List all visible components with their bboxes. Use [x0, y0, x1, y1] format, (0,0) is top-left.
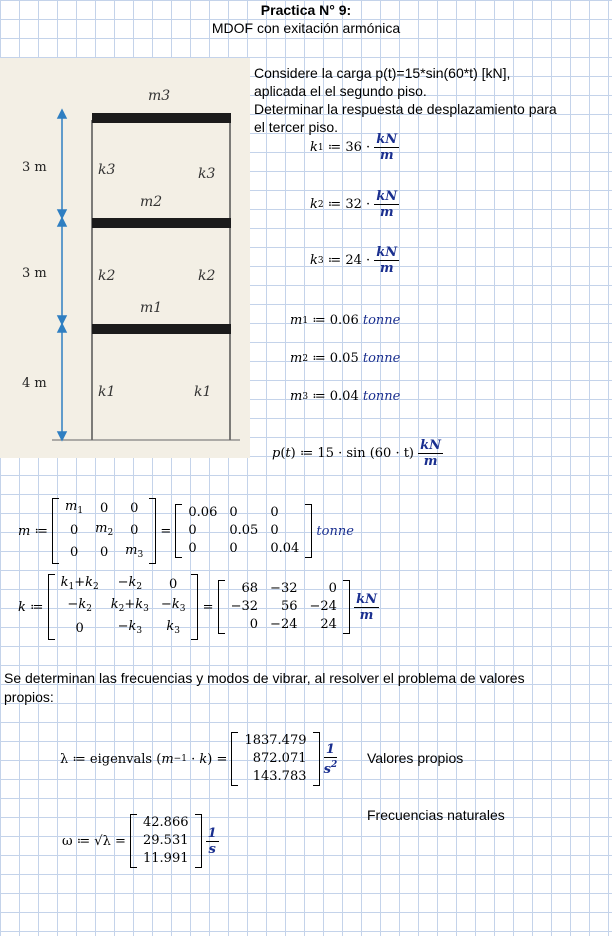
- eigenproblem-paragraph: [4, 669, 525, 707]
- matrix-row: [59, 542, 149, 564]
- matrix-cell: 0: [270, 505, 279, 520]
- definition-m2: m 2 ≔ 0.05 tonne: [290, 351, 401, 366]
- mass-matrix-symbolic: [52, 498, 156, 564]
- matrix-cell: 56: [280, 599, 298, 614]
- matrix-cell: $k_1+k_2$: [60, 575, 99, 592]
- slab-middle: [92, 218, 231, 228]
- matrix-cell: $-k_2$: [67, 597, 92, 614]
- vector-entry: 29.531: [143, 833, 189, 848]
- statement-line-4: el tercer piso.: [254, 119, 339, 135]
- matrix-row: [182, 522, 305, 540]
- mass-label-middle: m2: [140, 194, 163, 210]
- omega-equation: ω ≔ √λ = 42.866 29.531 11.991 $\frac{1}{s}$: [62, 815, 217, 866]
- matrix-cell: 0: [130, 501, 139, 516]
- matrix-cell: 24: [320, 617, 337, 632]
- matrix-cell: −32: [230, 599, 259, 614]
- definition-m3: m 3 ≔ 0.04 tonne: [290, 389, 401, 404]
- stiffness-matrix-equation: k ≔ $k_1+k_2$ $-k_2$ 0 $-k_2$ $k_2+k_3$ $-k_3$ 0 $-k_3$ $k_3$ = 68 −32 0 −32 56 −24 0 −24 24 $\frac{kN}{m}$: [18, 574, 379, 640]
- frame-drawing: [0, 58, 250, 458]
- eigenvalues-label: Valores propios: [367, 750, 464, 766]
- matrix-cell: −24: [270, 617, 298, 632]
- definition-k2: k 2 ≔ 32 · $\frac{kN}{m}$: [310, 189, 398, 220]
- stiffness-matrix-symbolic: [48, 574, 199, 640]
- matrix-cell: $-k_3$: [117, 619, 143, 636]
- statement-line-3: Determinar la respuesta de desplazamiento para: [254, 101, 557, 117]
- paragraph-line-2: propios:: [4, 689, 54, 705]
- statement-line-2: aplicada el el segundo piso.: [254, 83, 427, 99]
- story-height-bottom: 4 m: [22, 376, 47, 391]
- stiffness-label-middle-right: k2: [198, 268, 216, 284]
- matrix-row: [182, 540, 305, 558]
- vector-entry: 1837.479: [244, 733, 307, 748]
- omega-vector: [130, 814, 202, 868]
- definition-m1: m 1 ≔ 0.06 tonne: [290, 313, 401, 328]
- matrix-row: [59, 498, 149, 520]
- story-height-middle: 3 m: [22, 266, 47, 281]
- stiffness-label-bottom-right: k1: [194, 384, 212, 400]
- matrix-cell: 0: [270, 523, 279, 538]
- omega-label: Frecuencias naturales: [367, 807, 505, 823]
- matrix-cell: −24: [309, 599, 337, 614]
- stiffness-label-top-right: k3: [198, 166, 216, 182]
- matrix-cell: 0: [100, 545, 109, 560]
- mass-matrix-equation: m ≔ $m_1$ 0 0 0 $m_2$ 0 0 0 $m_3$ = 0.06 0 0 0 0.05 0 0 0 0.04 tonne: [18, 498, 354, 564]
- matrix-cell: 0.04: [270, 541, 300, 556]
- matrix-row: [55, 596, 192, 618]
- matrix-cell: $-k_3$: [160, 597, 186, 614]
- matrix-cell: 0: [229, 541, 238, 556]
- vector-entry: 872.071: [252, 751, 307, 766]
- matrix-cell: 0: [229, 505, 238, 520]
- vector-entry: 11.991: [143, 851, 189, 866]
- mass-label-top: m3: [148, 88, 171, 104]
- mass-matrix-numeric: [175, 504, 312, 558]
- dimension-arrows: [58, 110, 66, 440]
- slab-bottom: [92, 324, 231, 334]
- vector-entry: 143.783: [252, 769, 307, 784]
- eigenvalues-equation: λ ≔ eigenvals ( m −1 · k ) = 1837.479 872.071 143.783 $\frac{1}{s^2}$: [60, 733, 338, 784]
- problem-statement: [254, 64, 557, 136]
- matrix-cell: $k_2+k_3$: [110, 597, 149, 614]
- building-figure: [0, 58, 250, 458]
- matrix-cell: 0: [249, 617, 259, 632]
- definition-load: p ( t ) ≔ 15 · sin (60 · t) $\frac{kN}{m}$: [272, 438, 442, 469]
- matrix-cell: 0: [188, 541, 197, 556]
- matrix-cell: 0.05: [229, 523, 259, 538]
- stiffness-matrix-numeric: [218, 580, 350, 634]
- matrix-row: [225, 616, 343, 634]
- definition-k3: k 3 ≔ 24 · $\frac{kN}{m}$: [310, 245, 398, 276]
- stiffness-label-middle-left: k2: [98, 268, 116, 284]
- statement-line-1: Considere la carga p(t)=15*sin(60*t) [kN],: [254, 65, 511, 81]
- slab-top: [92, 113, 231, 123]
- matrix-cell: 0: [169, 577, 178, 592]
- matrix-cell: 0.06: [188, 505, 218, 520]
- matrix-cell: $m_1$: [65, 499, 84, 516]
- matrix-row: [225, 580, 343, 598]
- matrix-cell: 0: [100, 501, 109, 516]
- matrix-row: [59, 520, 149, 542]
- mass-label-bottom: m1: [140, 300, 163, 316]
- story-height-top: 3 m: [22, 160, 47, 175]
- matrix-row: [55, 574, 192, 596]
- matrix-cell: $m_3$: [125, 543, 144, 560]
- matrix-cell: 0: [69, 523, 79, 538]
- matrix-row: [182, 504, 305, 522]
- matrix-cell: 0: [75, 621, 84, 636]
- matrix-cell: 68: [241, 581, 259, 596]
- stiffness-label-bottom-left: k1: [98, 384, 116, 400]
- matrix-cell: 0: [188, 523, 197, 538]
- matrix-cell: 0: [328, 581, 337, 596]
- matrix-cell: $k_3$: [166, 619, 180, 636]
- document-subtitle: MDOF con exitación armónica: [211, 20, 401, 36]
- paragraph-line-1: Se determinan las frecuencias y modos de vibrar, al resolver el problema de valores: [4, 670, 525, 686]
- eigenvalues-vector: [231, 732, 319, 786]
- matrix-cell: −32: [270, 581, 298, 596]
- matrix-row: [55, 618, 192, 640]
- matrix-cell: $m_2$: [95, 521, 114, 538]
- matrix-cell: 0: [69, 545, 79, 560]
- matrix-cell: 0: [130, 523, 139, 538]
- matrix-row: [225, 598, 343, 616]
- definition-k1: k 1 ≔ 36 · $\frac{kN}{m}$: [310, 132, 398, 163]
- matrix-cell: $-k_2$: [117, 575, 143, 592]
- stiffness-label-top-left: k3: [98, 162, 116, 178]
- document-title: Practica N° 9:: [260, 2, 352, 18]
- vector-entry: 42.866: [143, 815, 189, 830]
